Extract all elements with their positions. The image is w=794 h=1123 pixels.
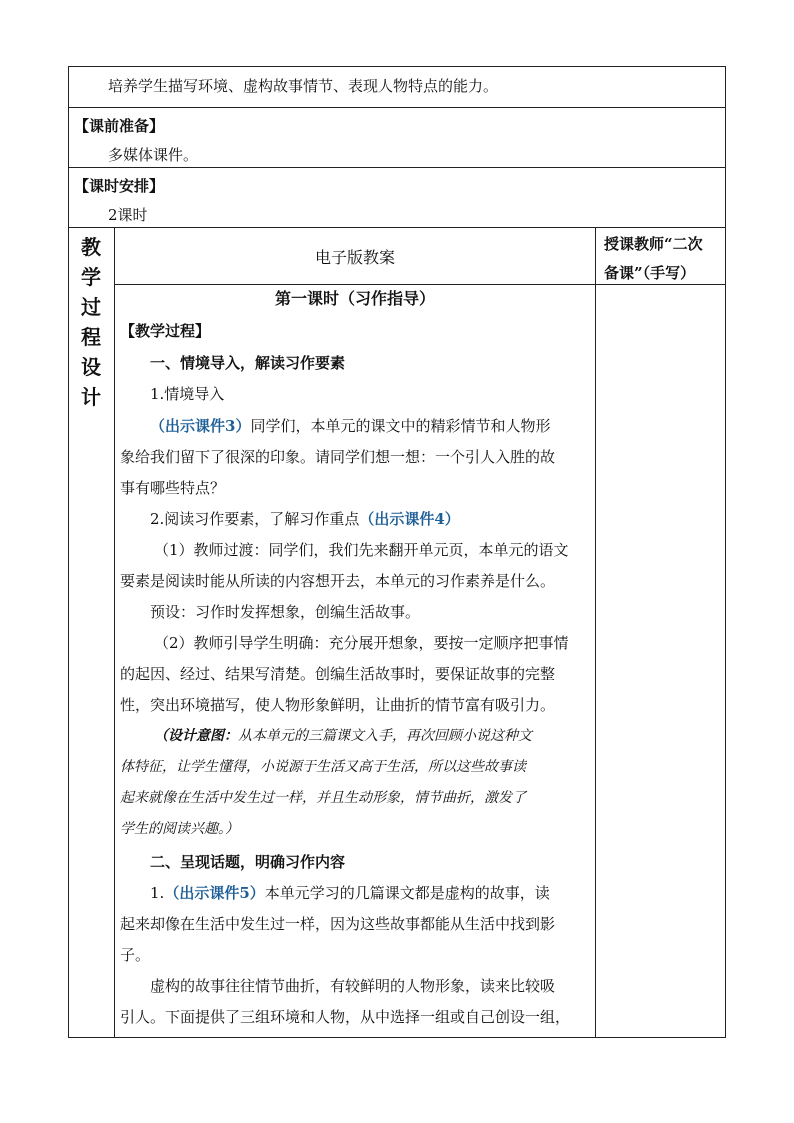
teaching-process-char: 学	[81, 265, 101, 289]
table-border-top	[68, 66, 726, 67]
design-intent-line	[154, 726, 532, 746]
item-text: 1.情境导入	[150, 385, 225, 403]
courseware-tag: （出示课件3）	[150, 417, 251, 435]
courseware-tag: （出示课件4）	[359, 510, 460, 528]
paragraph-line: 起来却像在生活中发生过一样，因为这些故事都能从生活中找到影	[120, 915, 556, 933]
row-divider	[68, 167, 726, 168]
courseware-tag: （出示课件5）	[164, 884, 265, 902]
design-intent-line: 学生的阅读兴趣。）	[120, 821, 239, 837]
design-intent-line: 起来就像在生活中发生过一样，并且生动形象，情节曲折，激发了	[120, 790, 526, 806]
paragraph-line	[150, 416, 550, 436]
teacher-notes-header: 授课教师“二次	[604, 235, 703, 253]
table-border-bottom	[68, 1037, 726, 1038]
paragraph-line: 虚构的故事往往情节曲折，有较鲜明的人物形象，读来比较吸	[150, 977, 556, 995]
prep-content: 多媒体课件。	[108, 146, 199, 164]
teaching-process-char: 程	[81, 325, 101, 349]
item-number: 1.	[150, 884, 165, 902]
paragraph-line: 子。	[120, 946, 151, 964]
paragraph-line: 引人。下面提供了三组环境和人物，从中选择一组或自己创设一组，	[120, 1008, 571, 1026]
paragraph-line	[150, 883, 550, 903]
process-heading: 【教学过程】	[120, 322, 211, 340]
electronic-plan-header: 电子版教案	[314, 248, 395, 267]
prep-heading: 【课前准备】	[74, 117, 165, 135]
schedule-content: 2课时	[108, 206, 148, 224]
table-border-right	[725, 66, 726, 1038]
paragraph-line: 象给我们留下了很深的印象。请同学们想一想：一个引人入胜的故	[120, 448, 556, 466]
paragraph-line: （1）教师过渡：同学们，我们先来翻开单元页，本单元的语文	[154, 541, 569, 559]
item-text: 2.阅读习作要素，了解习作重点	[150, 510, 360, 528]
paragraph-text: 同学们，本单元的课文中的精彩情节和人物形	[250, 417, 551, 435]
lesson-title: 第一课时（习作指导）	[274, 289, 435, 308]
lesson-plan-table	[68, 66, 726, 1038]
row-divider	[114, 284, 726, 285]
ability-goal-text: 培养学生描写环境、虚构故事情节、表现人物特点的能力。	[108, 77, 499, 95]
paragraph-text: 本单元学习的几篇课文都是虚构的故事，读	[264, 884, 550, 902]
table-border-left	[68, 66, 69, 1038]
schedule-heading: 【课时安排】	[74, 177, 165, 195]
row-divider	[68, 227, 726, 228]
section-title: 二、呈现话题，明确习作内容	[150, 853, 346, 871]
paragraph-line: 性，突出环境描写，使人物形象鲜明，让曲折的情节富有吸引力。	[120, 696, 556, 714]
row-divider	[68, 107, 726, 108]
teaching-process-char: 计	[81, 385, 101, 409]
teaching-process-char: 过	[81, 295, 101, 319]
paragraph-line: 要素是阅读时能从所读的内容想开去，本单元的习作素养是什么。	[120, 572, 556, 590]
design-intent-label: （设计意图：	[154, 728, 238, 744]
section-title: 一、情境导入，解读习作要素	[150, 354, 346, 372]
paragraph-line: 的起因、经过、结果写清楚。创编生活故事时，要保证故事的完整	[120, 665, 556, 683]
paragraph-line: 事有哪些特点？	[120, 479, 226, 497]
design-intent-text: 从本单元的三篇课文入手，再次回顾小说这种文	[238, 728, 532, 744]
column-divider	[595, 227, 596, 1038]
teaching-process-char: 教	[81, 235, 101, 259]
column-divider	[114, 227, 115, 1038]
design-intent-line: 体特征，让学生懂得，小说源于生活又高于生活，所以这些故事读	[120, 759, 526, 775]
teacher-notes-header: 备课”（手写）	[604, 264, 696, 282]
paragraph-line: （2）教师引导学生明确：充分展开想象，要按一定顺序把事情	[154, 634, 569, 652]
teaching-process-char: 设	[81, 355, 101, 379]
paragraph-line	[150, 509, 460, 529]
paragraph-line: 预设：习作时发挥想象，创编生活故事。	[150, 603, 421, 621]
